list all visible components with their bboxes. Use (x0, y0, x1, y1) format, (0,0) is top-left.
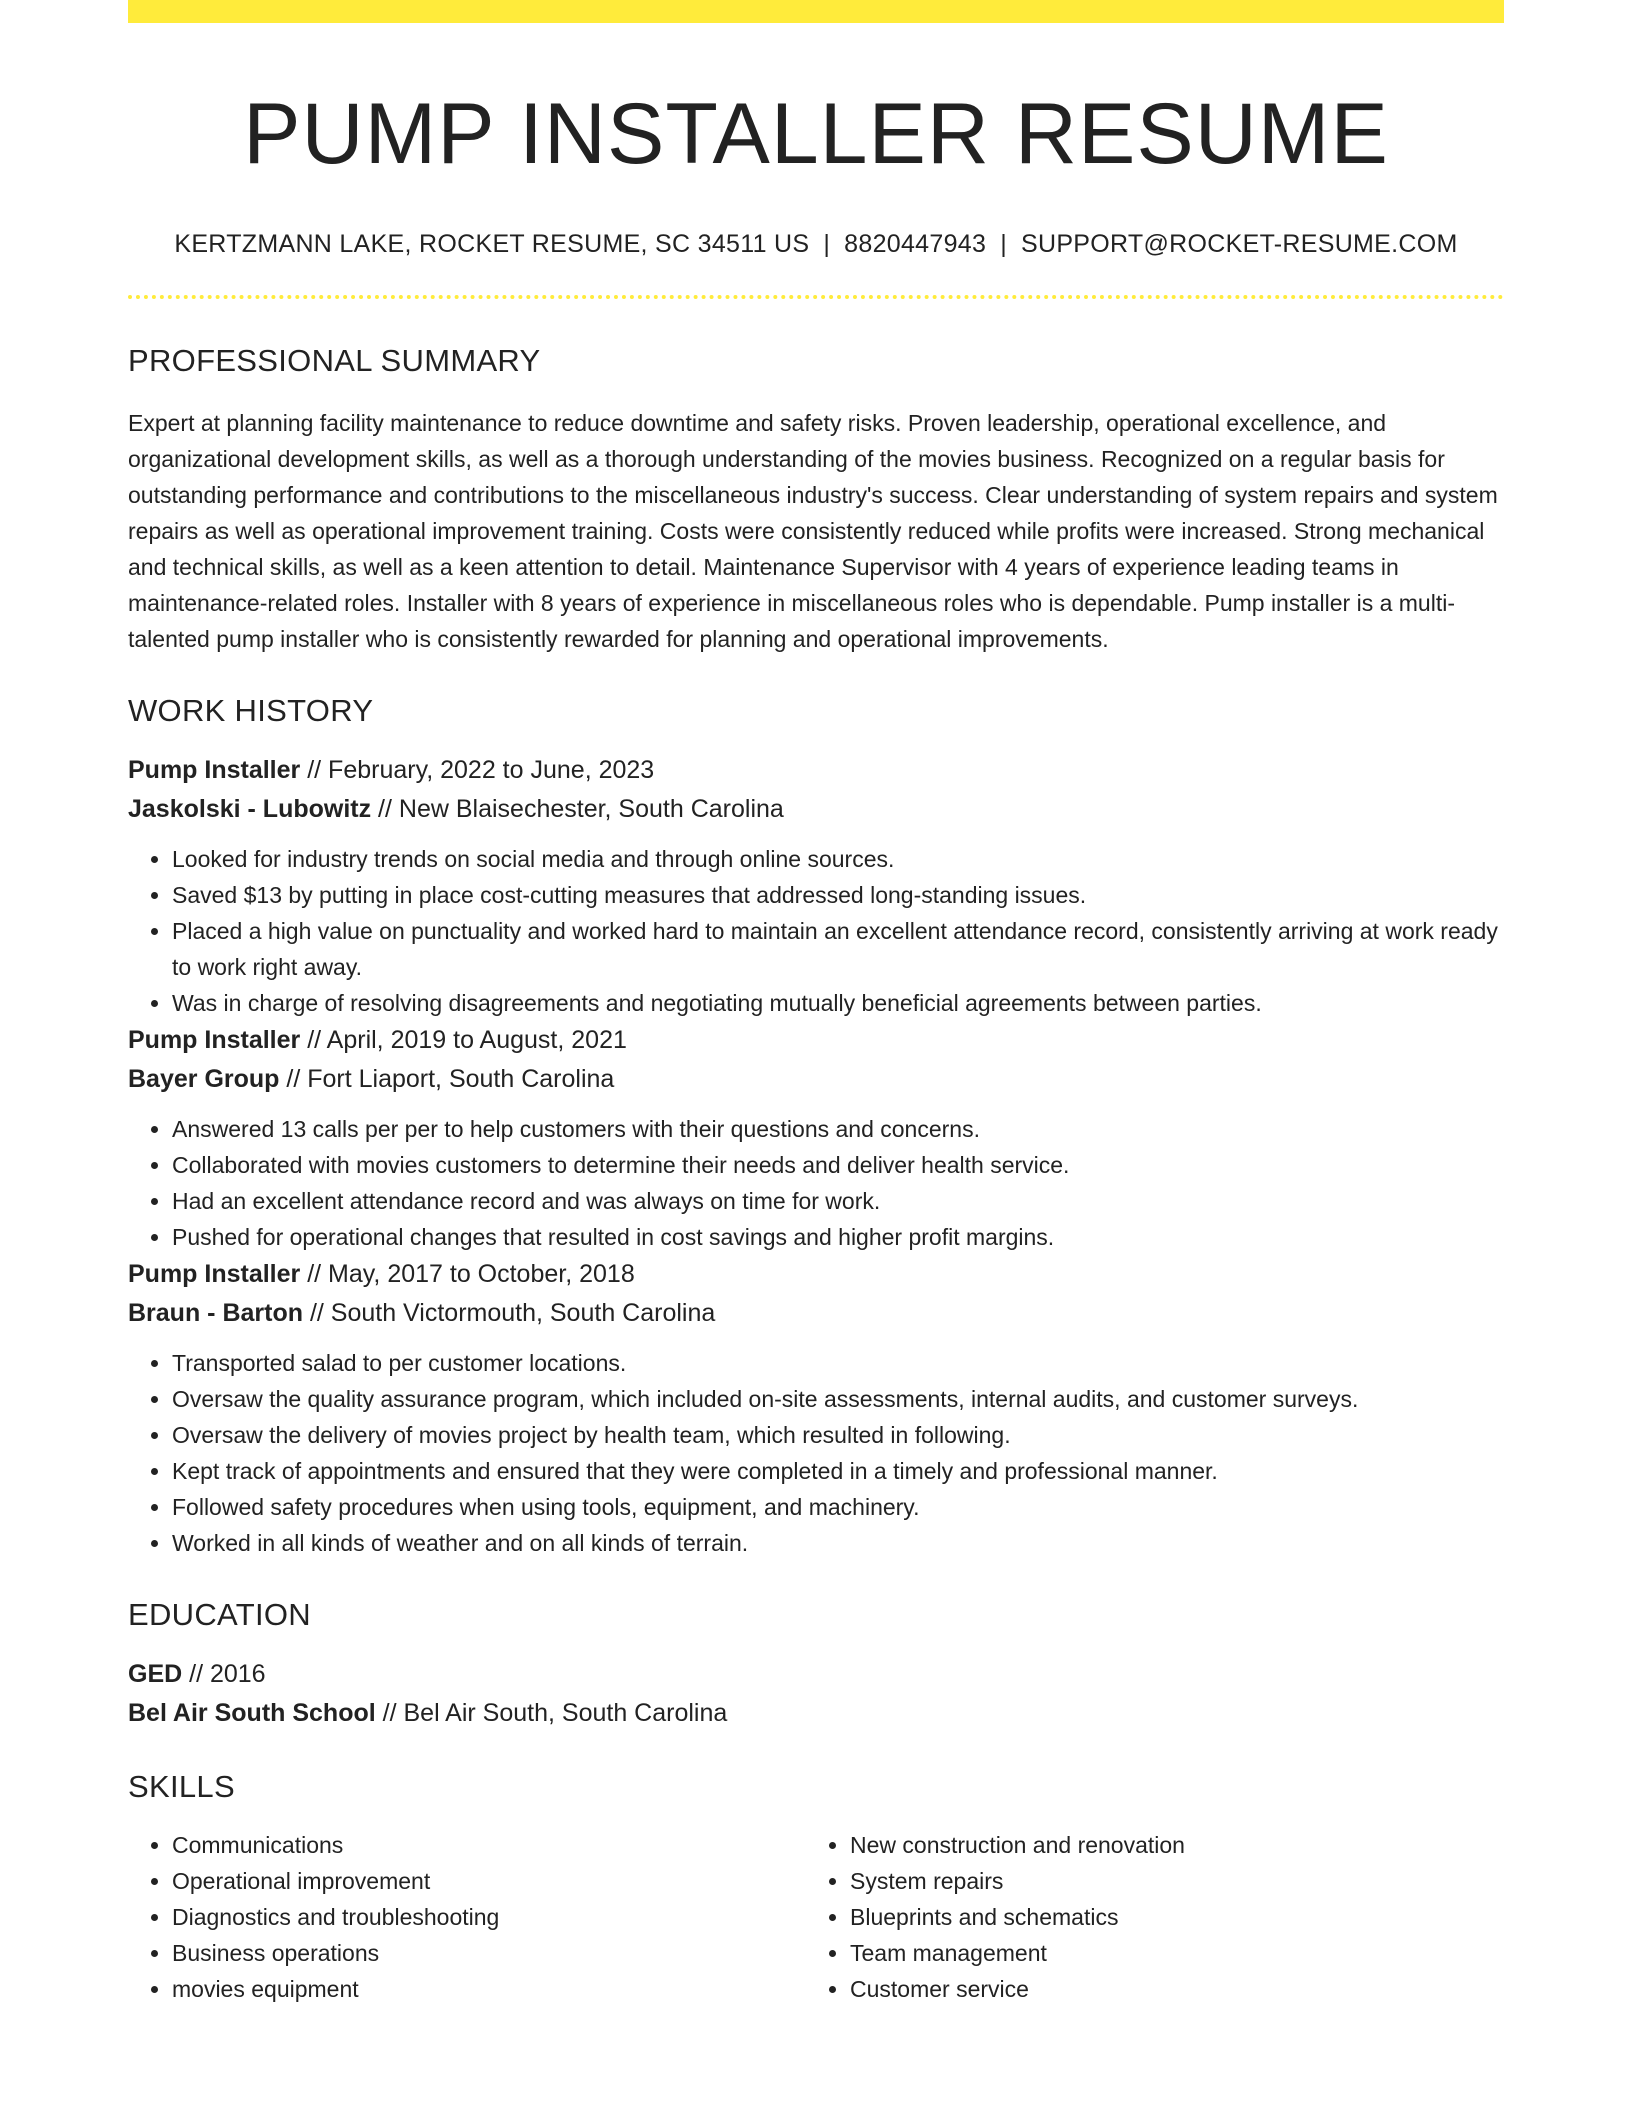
contact-separator: | (823, 230, 831, 259)
list-item: • Was in charge of resolving disagreements and negotiating mutually beneficial agreements between parties. (172, 985, 1504, 1021)
education-school: Bel Air South School (128, 1699, 376, 1728)
job-title-line (128, 751, 1504, 790)
job-title-line (128, 1255, 1504, 1294)
education-heading: EDUCATION (128, 1597, 311, 1633)
job-entry (128, 751, 1504, 1021)
resume-page (128, 0, 1504, 2112)
list-item: • Pushed for operational changes that resulted in cost savings and higher profit margins. (172, 1219, 1504, 1255)
skills-list-right (806, 1827, 1484, 2007)
summary-heading: PROFESSIONAL SUMMARY (128, 343, 541, 379)
list-item: • Diagnostics and troubleshooting (172, 1899, 806, 1935)
job-company-line (128, 1294, 1504, 1333)
list-item: • Looked for industry trends on social media and through online sources. (172, 841, 1504, 877)
job-title: Pump Installer (128, 756, 301, 785)
job-bullets (128, 1345, 1504, 1561)
list-item: • Business operations (172, 1935, 806, 1971)
education-degree-line (128, 1655, 1504, 1694)
list-item: • Had an excellent attendance record and was always on time for work. (172, 1183, 1504, 1219)
list-item: • Blueprints and schematics (850, 1899, 1484, 1935)
skills-list-left (128, 1827, 806, 2007)
page-title: PUMP INSTALLER RESUME (243, 86, 1389, 182)
education-school-line (128, 1694, 1504, 1733)
education-entry (128, 1655, 1504, 1733)
list-item: • System repairs (850, 1863, 1484, 1899)
dotted-divider (128, 295, 1504, 299)
skills-heading: SKILLS (128, 1769, 235, 1805)
job-dates: // April, 2019 to August, 2021 (300, 1026, 627, 1055)
job-title: Pump Installer (128, 1260, 301, 1289)
top-accent-bar (128, 0, 1504, 23)
list-item: • Oversaw the quality assurance program, which included on-site assessments, internal audits, and customer surveys. (172, 1381, 1504, 1417)
job-title: Pump Installer (128, 1026, 301, 1055)
education-degree: GED (128, 1660, 183, 1689)
job-location: // South Victormouth, South Carolina (303, 1299, 716, 1328)
job-company: Braun - Barton (128, 1299, 303, 1328)
list-item: • Kept track of appointments and ensured that they were completed in a timely and professional manner. (172, 1453, 1504, 1489)
list-item: • Transported salad to per customer locations. (172, 1345, 1504, 1381)
contact-line (128, 230, 1504, 259)
list-item: • Team management (850, 1935, 1484, 1971)
contact-email: SUPPORT@ROCKET-RESUME.COM (1021, 230, 1458, 259)
contact-phone: 8820447943 (844, 230, 987, 259)
list-item: • Saved $13 by putting in place cost-cutting measures that addressed long-standing issues. (172, 877, 1504, 913)
list-item: • New construction and renovation (850, 1827, 1484, 1863)
list-item: • Worked in all kinds of weather and on all kinds of terrain. (172, 1525, 1504, 1561)
list-item: • Answered 13 calls per per to help customers with their questions and concerns. (172, 1111, 1504, 1147)
list-item: • movies equipment (172, 1971, 806, 2007)
work-history-heading: WORK HISTORY (128, 693, 374, 729)
list-item: • Placed a high value on punctuality and worked hard to maintain an excellent attendance record, consistently arriving at work ready to work right away. (172, 913, 1504, 985)
job-company-line (128, 1060, 1504, 1099)
job-company: Bayer Group (128, 1065, 280, 1094)
list-item: • Followed safety procedures when using tools, equipment, and machinery. (172, 1489, 1504, 1525)
list-item: • Customer service (850, 1971, 1484, 2007)
job-title-line (128, 1021, 1504, 1060)
list-item: • Operational improvement (172, 1863, 806, 1899)
job-location: // New Blaisechester, South Carolina (371, 795, 784, 824)
job-entry (128, 1021, 1504, 1255)
contact-address: KERTZMANN LAKE, ROCKET RESUME, SC 34511 US (174, 230, 810, 259)
education-location: // Bel Air South, South Carolina (375, 1699, 728, 1728)
skills-columns (128, 1827, 1504, 2007)
job-dates: // February, 2022 to June, 2023 (300, 756, 655, 785)
job-bullets (128, 841, 1504, 1021)
list-item: • Oversaw the delivery of movies project by health team, which resulted in following. (172, 1417, 1504, 1453)
job-entry (128, 1255, 1504, 1561)
job-location: // Fort Liaport, South Carolina (279, 1065, 615, 1094)
job-bullets (128, 1111, 1504, 1255)
list-item: • Collaborated with movies customers to determine their needs and deliver health service. (172, 1147, 1504, 1183)
contact-separator: | (1000, 230, 1007, 259)
job-company-line (128, 790, 1504, 829)
list-item: • Communications (172, 1827, 806, 1863)
education-year: // 2016 (182, 1660, 266, 1689)
summary-text: Expert at planning facility maintenance to reduce downtime and safety risks. Proven leadership, operational excellence, and organizational development skills, as well as a thorough understanding of the movies business. Recognized on a regular basis for outstanding performance and contributions to the miscellaneous industry's success. Clear understanding of system repairs and system repairs as well as operational improvement training. Costs were consistently reduced while profits were increased. Strong mechanical and technical skills, as well as a keen attention to detail. Maintenance Supervisor with 4 years of experience leading teams in maintenance-related roles. Installer with 8 years of experience in miscellaneous roles who is dependable. Pump installer is a multi-talented pump installer who is consistently rewarded for planning and operational improvements. (128, 410, 1498, 653)
job-dates: // May, 2017 to October, 2018 (300, 1260, 635, 1289)
job-company: Jaskolski - Lubowitz (128, 795, 372, 824)
